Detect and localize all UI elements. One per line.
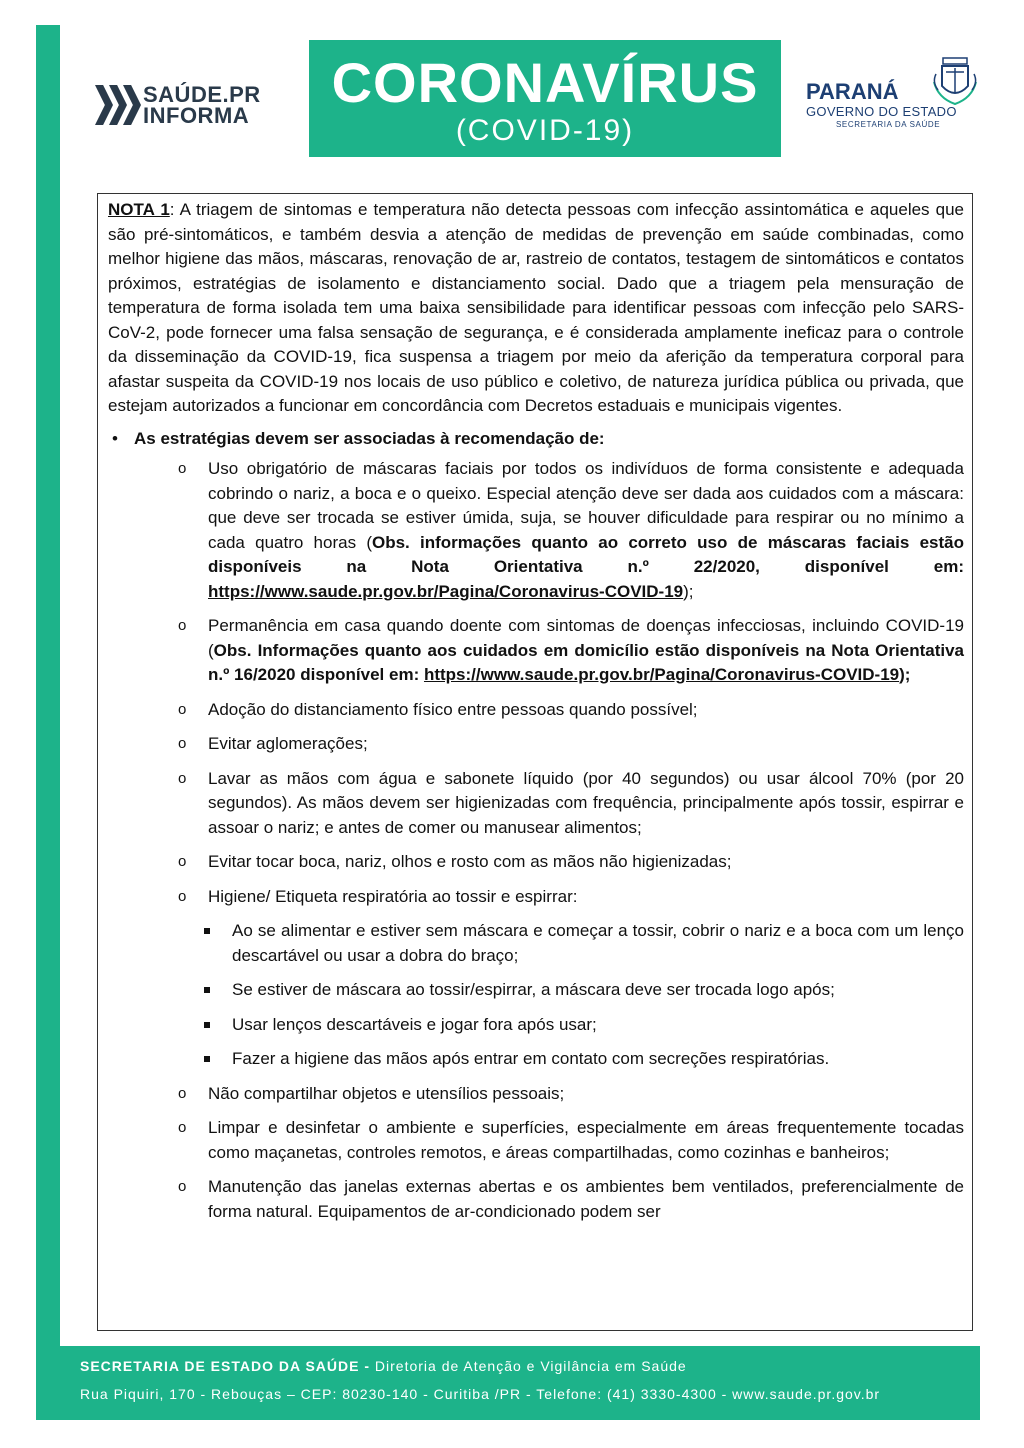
circle-bullet-icon: o	[178, 1119, 187, 1136]
page-header	[0, 0, 1024, 180]
saude-pr-informa-logo	[95, 84, 261, 126]
parana-government-logo	[806, 80, 986, 131]
square-bullet-icon	[204, 987, 210, 993]
list-item-compartilhar: o Não compartilhar objetos e utensílios pessoais;	[108, 1082, 964, 1107]
square-bullet-icon	[204, 1056, 210, 1062]
circle-bullet-icon: o	[178, 887, 187, 905]
square-bullet-icon	[204, 1022, 210, 1028]
sub-item-mascara-trocada: Se estiver de máscara ao tossir/espirrar, a máscara deve ser trocada logo após;	[108, 978, 964, 1003]
sub-item-higiene-maos: Fazer a higiene das mãos após entrar em contato com secreções respiratórias.	[108, 1047, 964, 1072]
circle-bullet-icon: o	[178, 700, 187, 718]
banner-subtitle: (COVID-19)	[455, 114, 635, 147]
square-bullet-icon	[204, 928, 210, 934]
banner-title: CORONAVÍRUS	[331, 51, 759, 114]
list-item-janelas: o Manutenção das janelas externas abertas e os ambientes bem ventilados, preferencialmente de forma natural. Equipamentos de ar-condicionado podem ser	[178, 1177, 964, 1221]
main-bullet-text: As estratégias devem ser associadas à recomendação de:	[134, 428, 605, 448]
coat-of-arms-icon	[930, 52, 980, 108]
list-item-aglomeracoes: o Evitar aglomerações;	[108, 732, 964, 757]
circle-bullet-icon: o	[178, 460, 187, 477]
circle-bullet-icon: o	[178, 853, 187, 870]
circle-bullet-icon: o	[178, 769, 187, 787]
main-bullet	[108, 427, 964, 452]
list-item-lavar-maos: o Lavar as mãos com água e sabonete líquido (por 40 segundos) ou usar álcool 70% (por 20 segundos). As mãos devem ser higienizadas com frequência, principalmente após tossir, espirrar e assoar o nariz; e antes de comer ou manusear alimentos;	[178, 768, 964, 837]
link-nota-16[interactable]: https://www.saude.pr.gov.br/Pagina/Coronavirus-COVID-19	[423, 665, 900, 684]
page-footer	[36, 1346, 980, 1420]
bullet-dot-icon: •	[112, 428, 118, 448]
list-item-limpar: o Limpar e desinfetar o ambiente e superfícies, especialmente em áreas frequentemente tocadas como maçanetas, controles remotos, e áreas compartilhadas, como cozinhas e banheiros;	[178, 1118, 964, 1162]
content-box	[97, 193, 973, 1331]
logo-right-name: PARANÁ	[806, 79, 899, 104]
logo-right-sec: SECRETARIA DA SAÚDE	[836, 120, 941, 129]
logo-left-line2: INFORMA	[143, 103, 250, 128]
nota-text: : A triagem de sintomas e temperatura não detecta pessoas com infecção assintomática e aqueles que são pré-sintomáticos, e também desvia a atenção de medidas de prevenção em saúde combinadas, como melhor higiene das mãos, máscaras, renovação de ar, rastreio de contatos, testagem de sintomáticos e contatos próximos, estratégias de isolamento e distanciamento social. Dado que a triagem pela mensuração de temperatura de forma isolada tem uma baixa sensibilidade para identificar pessoas com infecção pelo SARS-CoV-2, pode fornecer uma falsa sensação de segurança, e é considerada amplamente ineficaz para o controle da disseminação da COVID-19, fica suspensa a triagem por meio da aferição da temperatura corporal para afastar suspeita da COVID-19 nos locais de uso público e coletivo, de natureza jurídica pública ou privada, que estejam autorizados a funcionar em concordância com Decretos estaduais e municipais vigentes.	[108, 200, 964, 415]
circle-bullet-icon: o	[178, 1178, 187, 1195]
coronavirus-banner	[309, 40, 781, 157]
circle-bullet-icon: o	[178, 617, 187, 634]
list-item-evitar-tocar: o Evitar tocar boca, nariz, olhos e rosto com as mãos não higienizadas;	[108, 850, 964, 875]
footer-line1: SECRETARIA DE ESTADO DA SAÚDE - Diretoria de Atenção e Vigilância em Saúde	[80, 1358, 687, 1374]
circle-bullet-icon: o	[178, 1084, 187, 1102]
list-item-mascaras: o Uso obrigatório de máscaras faciais por todos os indivíduos de forma consistente e adequada cobrindo o nariz, a boca e o queixo. Especial atenção deve ser dada aos cuidados com a máscara: que deve ser trocada se estiver úmida, suja, se houver dificuldade para respirar ou no mínimo a cada quatro horas (Obs. informações quanto ao correto uso de máscaras faciais estão disponíveis na Nota Orientativa n.º 22/2020, disponível em: https://www.saude.pr.gov.br/Pagina/Coronavirus-COVID-19);	[178, 459, 964, 601]
list-item-etiqueta: o Higiene/ Etiqueta respiratória ao tossir e espirrar:	[108, 885, 964, 910]
nota-label: NOTA 1	[108, 200, 170, 219]
footer-line2: Rua Piquiri, 170 - Rebouças – CEP: 80230-140 - Curitiba /PR - Telefone: (41) 3330-4300 - www.saude.pr.gov.br	[80, 1386, 881, 1402]
logo-right-gov: GOVERNO DO ESTADO	[806, 104, 957, 119]
nota-paragraph	[108, 198, 964, 419]
sub-item-alimentar: Ao se alimentar e estiver sem máscara e começar a tossir, cobrir o nariz e a boca com um lenço descartável ou usar a dobra do braço;	[108, 919, 964, 968]
chevrons-icon	[95, 85, 137, 125]
link-nota-22[interactable]: https://www.saude.pr.gov.br/Pagina/Coronavirus-COVID-19	[208, 581, 684, 601]
sub-item-lencos: Usar lenços descartáveis e jogar fora após usar;	[108, 1013, 964, 1038]
circle-bullet-icon: o	[178, 735, 187, 752]
list-item-distanciamento: o Adoção do distanciamento físico entre pessoas quando possível;	[108, 698, 964, 723]
left-accent-bar	[36, 25, 60, 1420]
list-item-permanencia: o Permanência em casa quando doente com sintomas de doenças infecciosas, incluindo COVID-19 (Obs. Informações quanto aos cuidados em domicílio estão disponíveis na Nota Orientativa n.º 16/2020 disponível em: https://www.saude.pr.gov.br/Pagina/Coronavirus-COVID-19);	[178, 616, 964, 684]
logo-left-line1: SAÚDE.PR	[143, 82, 261, 107]
